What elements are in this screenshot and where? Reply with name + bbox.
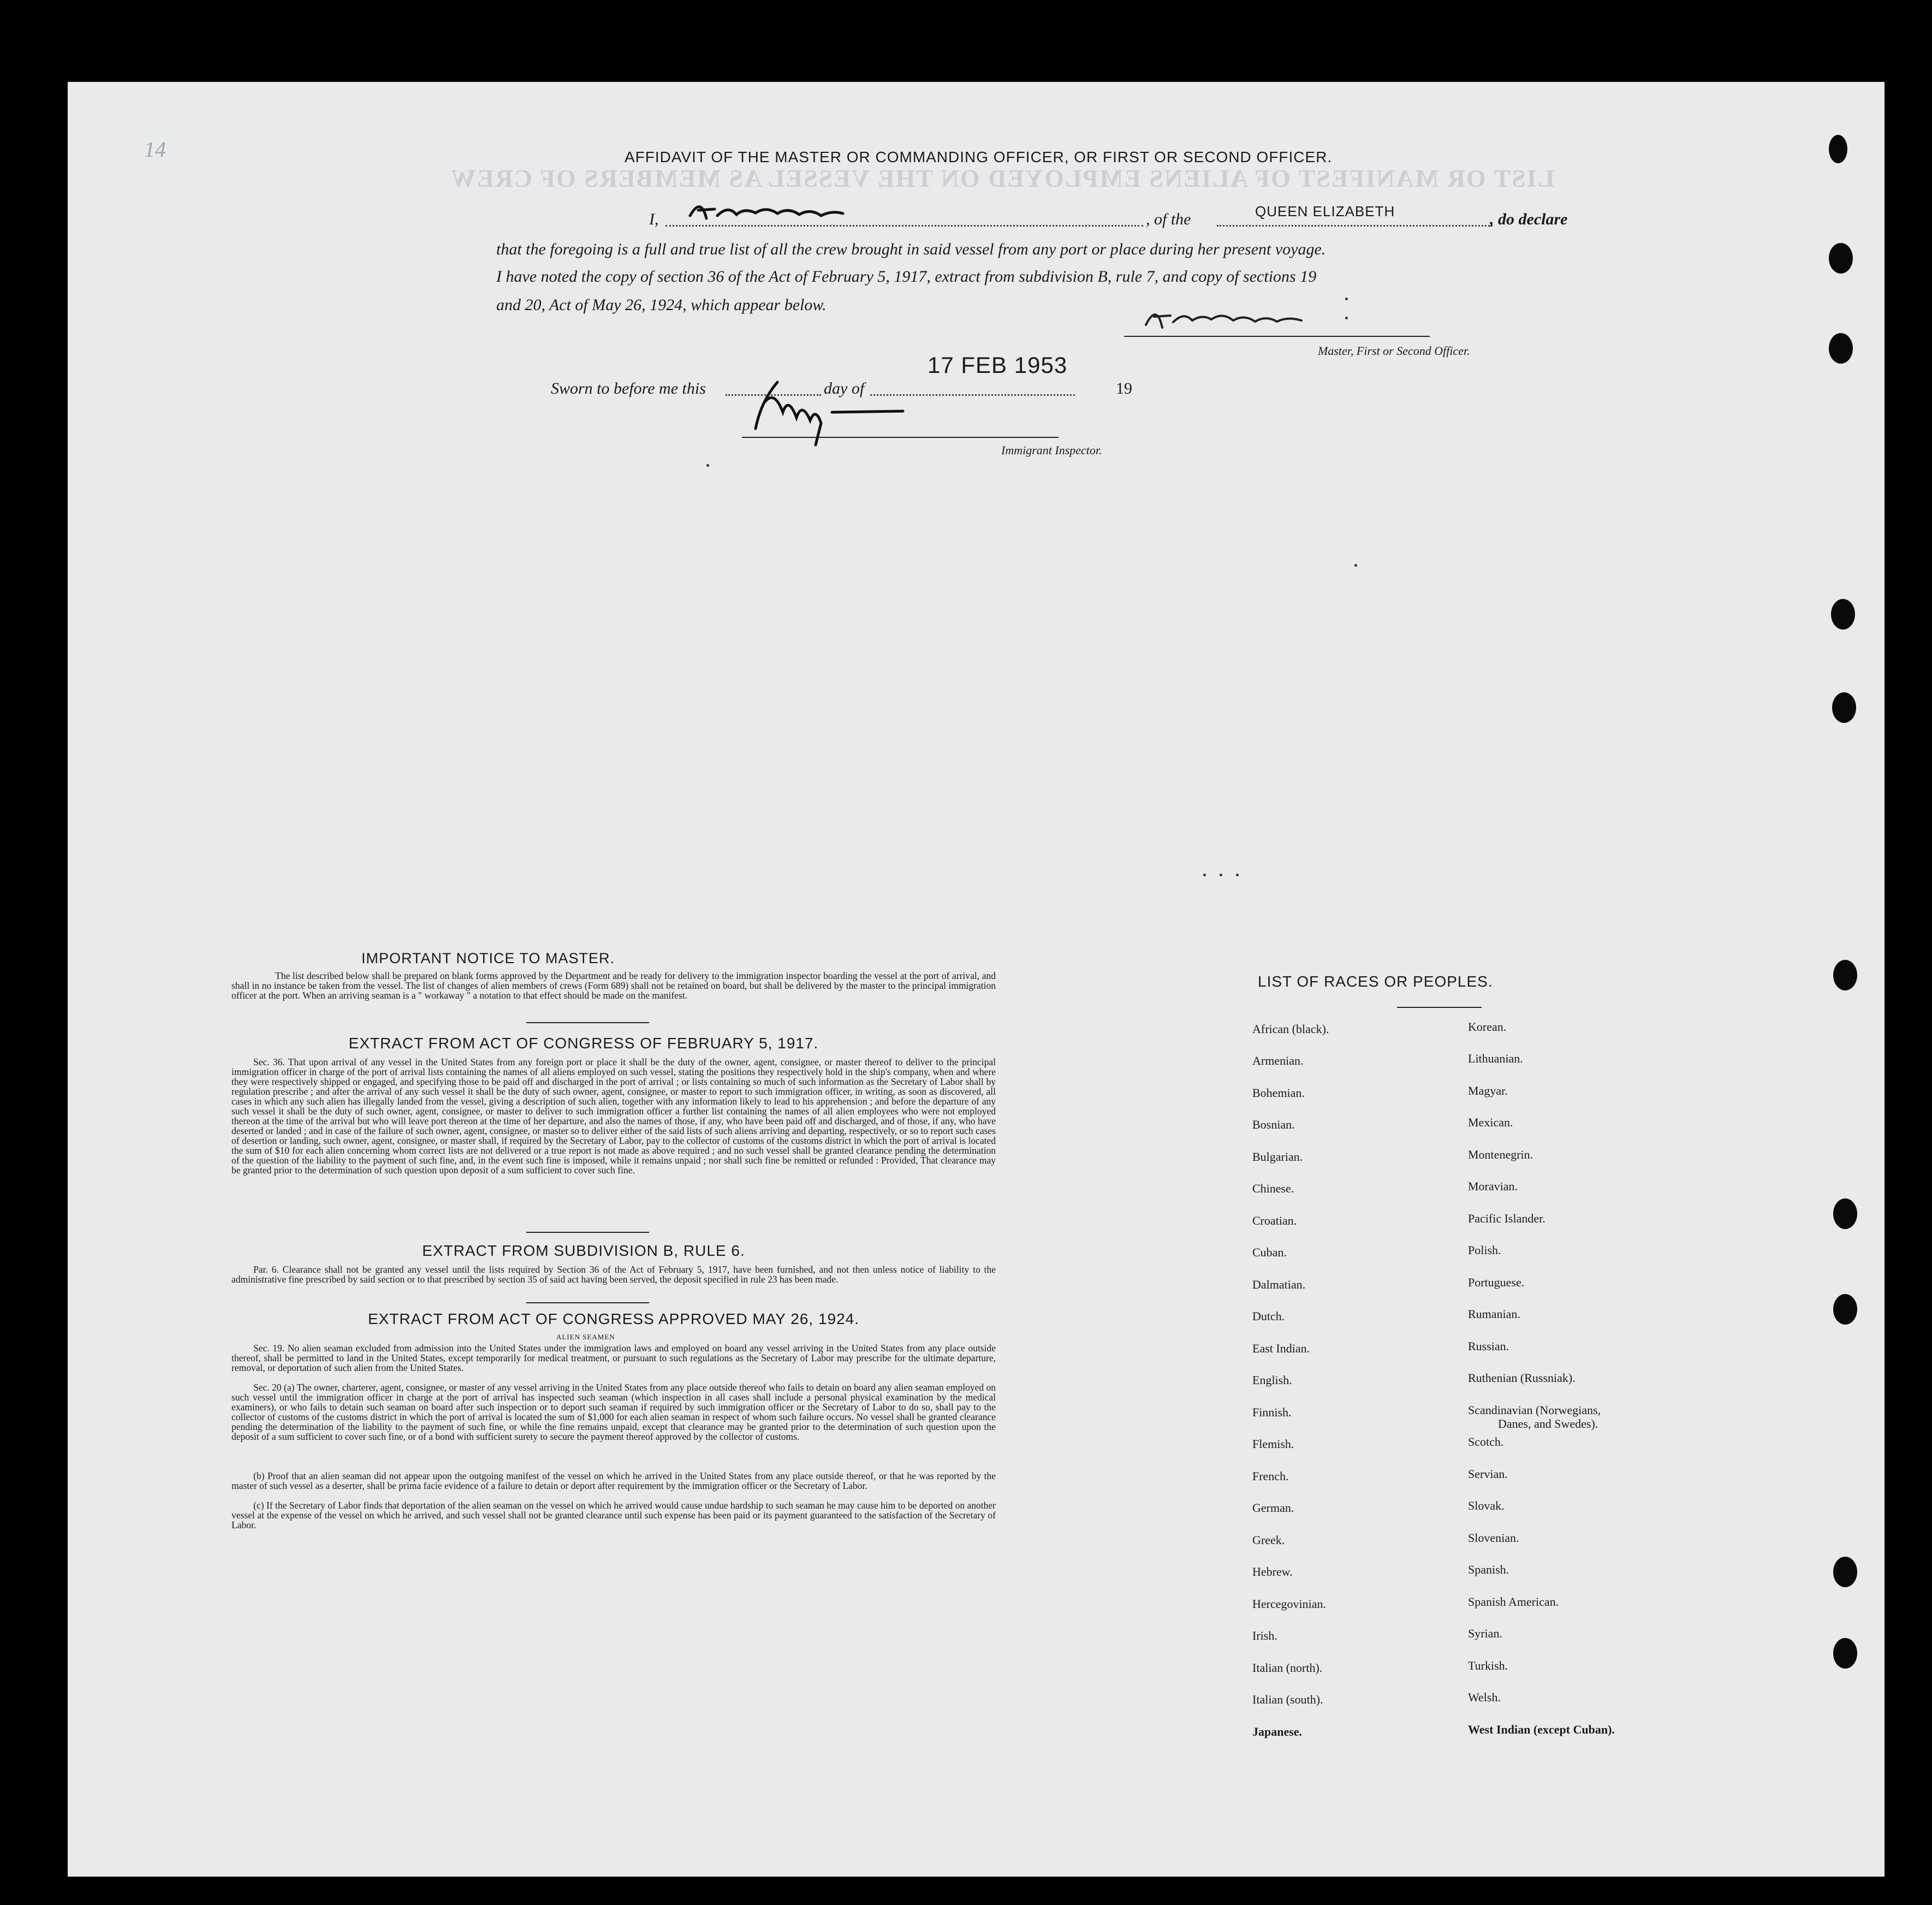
races-divider <box>1397 1007 1482 1008</box>
race-right: Servian. <box>1468 1467 1508 1481</box>
of-the-label: , of the <box>1146 210 1191 228</box>
race-right: Scandinavian (Norwegians, <box>1468 1403 1601 1417</box>
race-right: Russian. <box>1468 1339 1509 1353</box>
punch-hole <box>1832 692 1856 723</box>
race-left: Japanese. <box>1252 1725 1303 1738</box>
declaration-line-2: I have noted the copy of section 36 of the Act of February 5, 1917, extract from subdivision B, rule 7, and copy of sections 19 <box>496 268 1317 286</box>
race-left: Italian (north). <box>1252 1661 1323 1675</box>
notice-title: IMPORTANT NOTICE TO MASTER. <box>361 950 615 966</box>
section-divider <box>526 1022 649 1023</box>
inspector-signature <box>739 369 952 450</box>
inspector-signature-line <box>742 437 1059 438</box>
stray-mark <box>706 464 709 467</box>
race-left: English. <box>1252 1373 1292 1387</box>
race-right: Ruthenian (Russniak). <box>1468 1371 1576 1385</box>
officer-signature-line <box>1124 336 1430 337</box>
race-right: Slovenian. <box>1468 1531 1519 1545</box>
race-left: East Indian. <box>1252 1342 1310 1355</box>
race-left: Bulgarian. <box>1252 1150 1303 1164</box>
stray-mark <box>1220 874 1222 876</box>
notice-body: The list described below shall be prepared on blank forms approved by the Department and be ready for delivery to the immigration inspector boarding the vessel at the port of arrival, and shall in no instance be taken from the vessel. The list of changes of alien members of crews (Form 689) shall not be retained on board, but shall be delivered by the master to the principal immigration officer at the port. When an arriving seaman is a " workaway " a notation to that effect should be made on the manifest. <box>231 970 996 1001</box>
master-signature <box>1138 298 1367 339</box>
race-right: Montenegrin. <box>1468 1148 1533 1161</box>
punch-hole <box>1833 1557 1857 1587</box>
punch-hole <box>1833 1198 1857 1229</box>
race-right: Korean. <box>1468 1020 1507 1034</box>
race-right: Moravian. <box>1468 1179 1518 1193</box>
punch-hole <box>1833 960 1857 990</box>
race-left: Cuban. <box>1252 1245 1287 1259</box>
race-right: Danes, and Swedes). <box>1498 1417 1598 1431</box>
punch-hole <box>1829 333 1853 364</box>
race-right: Pacific Islander. <box>1468 1212 1545 1225</box>
day-of-label: day of <box>824 379 865 397</box>
do-declare-label: , do declare <box>1490 210 1568 228</box>
race-left: Chinese. <box>1252 1182 1294 1195</box>
races-title: LIST OF RACES OR PEOPLES. <box>1258 973 1493 990</box>
race-right: Lithuanian. <box>1468 1052 1523 1065</box>
extract-rule6-body: Par. 6. Clearance shall not be granted any vessel until the lists required by Section 36 of the Act of February 5, 1917, have been furnished, and not then unless notice of liability to the administrative fine prescribed by said section or to that prescribed by section 35 of said act having been served, the deposit specified in rule 23 has been made. <box>231 1264 996 1285</box>
declaration-line-3: and 20, Act of May 26, 1924, which appear below. <box>496 296 827 314</box>
officer-caption: Master, First or Second Officer. <box>1318 344 1470 358</box>
race-right: Portuguese. <box>1468 1275 1525 1289</box>
vessel-fill-line <box>1217 225 1493 227</box>
race-left: French. <box>1252 1469 1289 1483</box>
stray-mark <box>1345 298 1348 300</box>
extract-1917-title: EXTRACT FROM ACT OF CONGRESS OF FEBRUARY 5, 1917. <box>348 1035 819 1052</box>
race-right: Turkish. <box>1468 1659 1508 1672</box>
section-divider <box>526 1302 649 1303</box>
affidavit-title: AFFIDAVIT OF THE MASTER OR COMMANDING OFFICER, OR FIRST OR SECOND OFFICER. <box>625 149 1333 165</box>
race-left: Irish. <box>1252 1629 1277 1642</box>
extract-1917-body: Sec. 36. That upon arrival of any vessel in the United States from any foreign port or place it shall be the duty of the owner, agent, consignee, or master thereof to deliver to the principal immigration officer in charge of the port of arrival lists containing the names of all aliens employed on such vessel, stating the positions they respectively hold in the ship's company, when and where they were respectively shipped or engaged, and specifying those to be paid off and discharged in the port of arrival ; or lists containing so much of such information as the Secretary of Labor shall by regulation prescribe ; and after the arrival of any such vessel it shall be the duty of such owner, agent, consignee, or master to report to such immigration officer, in writing, as soon as discovered, all cases in which any such alien has illegally landed from the vessel, giving a description of such alien, together with any information likely to lead to his apprehension ; and before the departure of any such vessel it shall be the duty of such owner, agent, consignee, or master to deliver to such immigration officer a further list containing the names of all alien employees who were not employed thereon at the time of the arrival but who will leave port thereon at the time of her departure, and also the names of those, if any, who have been paid off and discharged, and of those, if any, who have deserted or landed ; and in case of the failure of such owner, agent, consignee, or master so to deliver either of the said lists of such aliens arriving and departing, respectively, or so to report such cases of desertion or landing, such owner, agent, consignee, or master shall, if required by the Secretary of Labor, pay to the collector of customs of the customs district in which the port of arrival is located the sum of $10 for each alien concerning whom correct lists are not delivered or a true report is not made as above required ; and no such vessel shall be granted clearance pending the determination of the question of the liability to the payment of such fine, and, in the event such fine is imposed, while it remains unpaid ; nor shall such fine be remitted or refunded : Provided, That clearance may be granted prior to the determination of such question upon deposit of a sum sufficient to cover such fine. <box>231 1057 996 1176</box>
punch-hole <box>1833 1294 1857 1325</box>
race-left: Flemish. <box>1252 1437 1294 1451</box>
extract-1924-subtitle: ALIEN SEAMEN <box>556 1333 615 1341</box>
race-right: Scotch. <box>1468 1435 1504 1449</box>
race-left: Dalmatian. <box>1252 1278 1306 1291</box>
race-right: Polish. <box>1468 1243 1501 1257</box>
stray-mark <box>1345 317 1348 319</box>
race-right: Spanish. <box>1468 1563 1509 1576</box>
race-right: Slovak. <box>1468 1499 1505 1512</box>
document-page <box>68 82 1885 1877</box>
inspector-caption: Immigrant Inspector. <box>1001 443 1102 457</box>
vessel-name: QUEEN ELIZABETH <box>1255 203 1395 219</box>
race-left: Italian (south). <box>1252 1693 1323 1706</box>
margin-note: 14 <box>144 137 166 162</box>
punch-hole <box>1829 135 1847 163</box>
year-prefix: 19 <box>1116 379 1132 397</box>
stray-mark <box>1354 564 1357 567</box>
race-left: German. <box>1252 1501 1294 1515</box>
race-left: Croatian. <box>1252 1214 1297 1227</box>
stray-mark <box>1203 874 1206 876</box>
extract-1924-sec20c: (c) If the Secretary of Labor finds that deportation of the alien seaman on the vessel on which he arrived would cause undue hardship to such seaman he may cause him to be deported on another vessel at the expense of the vessel on which he arrived, and such vessel shall not be granted clearance until such expense has been paid or its payment guaranteed to the satisfaction of the Secretary of Labor. <box>231 1500 996 1530</box>
race-left: Greek. <box>1252 1533 1285 1547</box>
extract-1924-sec20a: Sec. 20 (a) The owner, charterer, agent, consignee, or master of any vessel arriving in the United States from any place outside thereof who fails to detain on board any alien seaman employed on such vessel until the immigration officer in charge at the port of arrival has inspected such seaman (which inspection in all cases shall include a personal physical examination by the medical examiners), or who fails to detain such seaman on board after such inspection or to deport such seaman if required by such immigration officer or the Secretary of Labor to do so, shall pay to the collector of customs of the customs district in which the port of arrival is located the sum of $1,000 for each alien seaman in respect of whom such failure occurs. No vessel shall be granted clearance pending the determination of the liability to the payment of such fine, or while the fine remains unpaid, except that clearance may be granted prior to the determination of such question upon the deposit of a sum sufficient to cover such fine, or of a bond with sufficient surety to secure the payment thereof approved by the collector of customs. <box>231 1382 996 1442</box>
race-left: African (black). <box>1252 1022 1329 1036</box>
race-right: Mexican. <box>1468 1115 1513 1129</box>
extract-1924-title: EXTRACT FROM ACT OF CONGRESS APPROVED MAY 26, 1924. <box>367 1310 860 1327</box>
date-stamp: 17 FEB 1953 <box>928 352 1068 378</box>
bleed-through-heading: LIST OR MANIFEST OF ALIENS EMPLOYED ON THE VESSEL AS MEMBERS OF CREW <box>450 164 1555 192</box>
punch-hole <box>1829 243 1853 274</box>
race-right: Rumanian. <box>1468 1307 1520 1321</box>
sworn-label: Sworn to before me this <box>551 379 706 397</box>
race-left: Armenian. <box>1252 1054 1304 1067</box>
extract-rule6-title: EXTRACT FROM SUBDIVISION B, RULE 6. <box>422 1242 745 1259</box>
race-left: Hercegovinian. <box>1252 1597 1326 1611</box>
race-left: Bosnian. <box>1252 1118 1295 1131</box>
punch-hole <box>1831 599 1855 630</box>
race-right: Spanish American. <box>1468 1595 1559 1609</box>
race-left: Finnish. <box>1252 1405 1292 1419</box>
extract-1924-sec19: Sec. 19. No alien seaman excluded from admission into the United States under the immigration laws and employed on board any vessel arriving in the United States from any place outside thereof, shall be permitted to land in the United States, except temporarily for medical treatment, or pursuant to such regulations as the Secretary of Labor may prescribe for the ultimate departure, removal, or deportation of such alien from the United States. <box>231 1343 996 1373</box>
race-left: Bohemian. <box>1252 1086 1305 1100</box>
race-left: Dutch. <box>1252 1309 1285 1323</box>
punch-hole <box>1833 1638 1857 1669</box>
race-right: West Indian (except Cuban). <box>1468 1723 1615 1736</box>
section-divider <box>526 1232 649 1233</box>
race-right: Syrian. <box>1468 1627 1502 1640</box>
i-label: I, <box>649 210 659 228</box>
declaration-line-1: that the foregoing is a full and true list of all the crew brought in said vessel from any port or place during her present voyage. <box>496 240 1326 258</box>
master-signature-top <box>685 194 914 232</box>
race-right: Welsh. <box>1468 1690 1501 1704</box>
extract-1924-sec20b: (b) Proof that an alien seaman did not appear upon the outgoing manifest of the vessel on which he arrived in the United States from any place outside thereof, or that he was reported by the master of such vessel as a deserter, shall be prima facie evidence of a failure to detain or deport after requirement by the immigration officer or the Secretary of Labor. <box>231 1470 996 1491</box>
race-left: Hebrew. <box>1252 1565 1293 1578</box>
stray-mark <box>1236 874 1239 876</box>
race-right: Magyar. <box>1468 1084 1508 1097</box>
